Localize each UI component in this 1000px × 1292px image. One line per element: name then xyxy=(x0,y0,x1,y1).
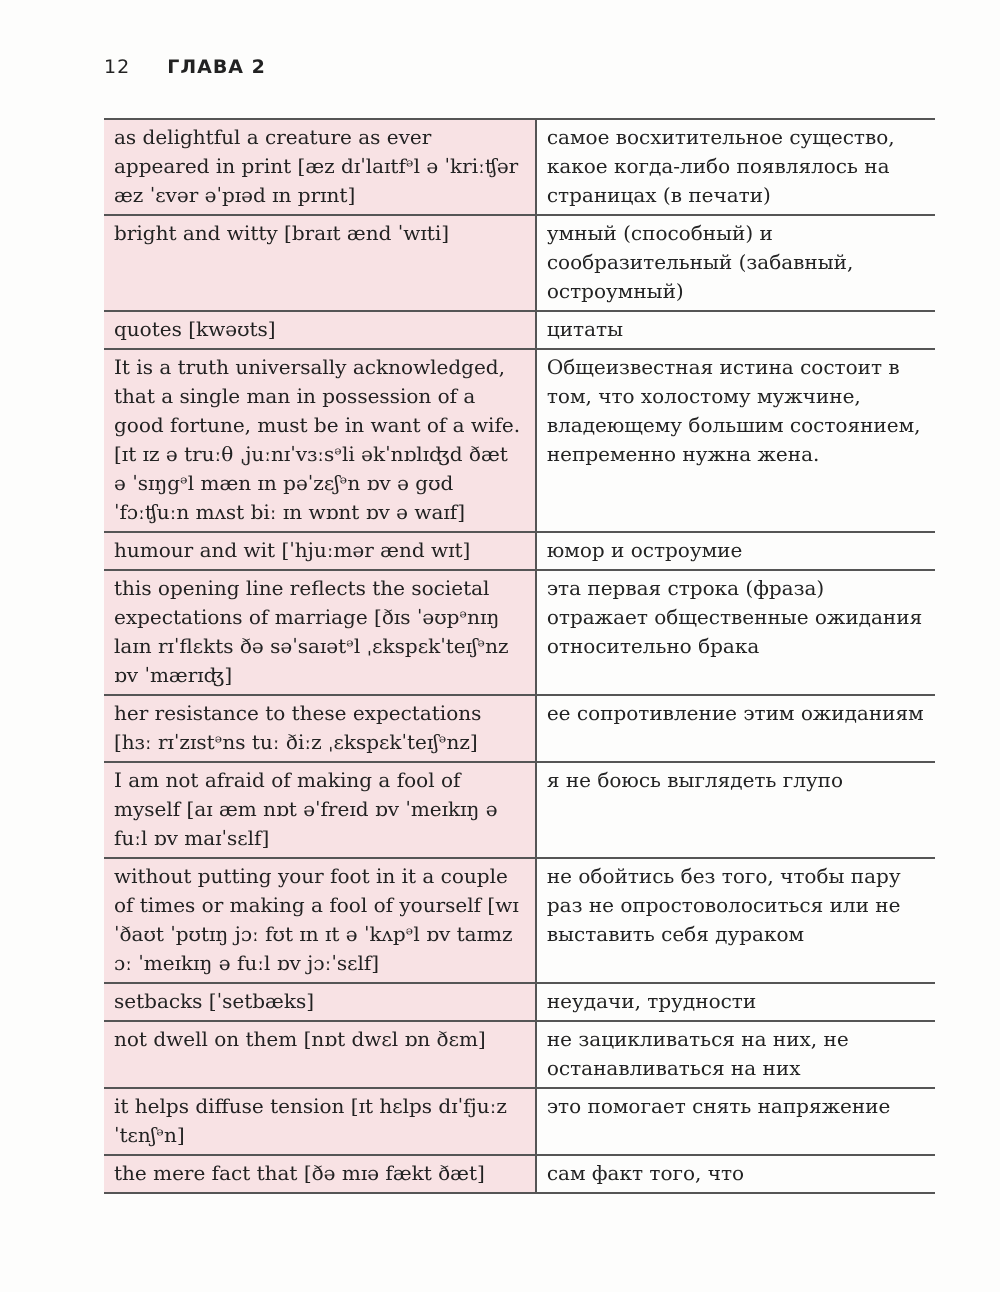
english-phrase: setbacks [ˈsetbæks] xyxy=(104,983,536,1021)
english-phrase: without putting your foot in it a couple of times or making a fool of yourself [wɪˈðaʊt ˈpʊtɪŋ jɔː fʊt ɪn ɪt ə ˈkʌpᵊl ɒv taɪmz ɔː ˈmeɪkɪŋ ə fuːl ɒv jɔːˈsɛlf] xyxy=(104,858,536,983)
russian-translation: юмор и остроумие xyxy=(536,532,935,570)
english-phrase: her resistance to these expectations [hɜː rɪˈzɪstᵊns tuː ðiːz ˌɛkspɛkˈteɪʃᵊnz] xyxy=(104,695,536,762)
table-row xyxy=(104,1155,935,1193)
russian-translation: неудачи, трудности xyxy=(536,983,935,1021)
russian-translation: эта первая строка (фраза) отражает общественные ожидания относительно брака xyxy=(536,570,935,695)
table-row xyxy=(104,695,935,762)
english-phrase: bright and witty [braɪt ænd ˈwɪti] xyxy=(104,215,536,311)
table-row xyxy=(104,983,935,1021)
table-row xyxy=(104,215,935,311)
table-row xyxy=(104,858,935,983)
english-phrase: humour and wit [ˈhjuːmər ænd wɪt] xyxy=(104,532,536,570)
table-row xyxy=(104,570,935,695)
english-phrase: It is a truth universally acknowledged, that a single man in possession of a good fortune, must be in want of a wife. [ɪt ɪz ə truːθ ˌjuːnɪˈvɜːsᵊli əkˈnɒlɪʤd ðæt ə ˈsɪŋgᵊl mæn ɪn pəˈzɛʃᵊn ɒv ə gʊd ˈfɔːʧuːn mʌst biː ɪn wɒnt ɒv ə waɪf] xyxy=(104,349,536,532)
russian-translation: цитаты xyxy=(536,311,935,349)
english-phrase: as delightful a creature as ever appeared in print [æz dɪˈlaɪtfᵊl ə ˈkriːʧər æz ˈɛvər əˈpɪəd ɪn prɪnt] xyxy=(104,119,536,215)
english-phrase: the mere fact that [ðə mɪə fækt ðæt] xyxy=(104,1155,536,1193)
russian-translation: сам факт того, что xyxy=(536,1155,935,1193)
russian-translation: ее сопротивление этим ожиданиям xyxy=(536,695,935,762)
english-phrase: it helps diffuse tension [ɪt hɛlps dɪˈfjuːz ˈtɛnʃᵊn] xyxy=(104,1088,536,1155)
russian-translation: не зацикливаться на них, не останавливаться на них xyxy=(536,1021,935,1088)
russian-translation: это помогает снять напряжение xyxy=(536,1088,935,1155)
chapter-title: ГЛАВА 2 xyxy=(167,56,266,78)
russian-translation: я не боюсь выглядеть глупо xyxy=(536,762,935,858)
russian-translation: не обойтись без того, чтобы пару раз не опростоволоситься или не выставить себя дураком xyxy=(536,858,935,983)
english-phrase: this opening line reflects the societal expectations of marriage [ðɪs ˈəʊpᵊnɪŋ laɪn rɪˈflɛkts ðə səˈsaɪətᵊl ˌɛkspɛkˈteɪʃᵊnz ɒv ˈmærɪʤ] xyxy=(104,570,536,695)
table-row xyxy=(104,119,935,215)
russian-translation: умный (способный) и сообразительный (забавный, остроумный) xyxy=(536,215,935,311)
vocabulary-table xyxy=(104,118,935,1194)
russian-translation: Общеизвестная истина состоит в том, что холостому мужчине, владеющему большим состоянием, непременно нужна жена. xyxy=(536,349,935,532)
page-header xyxy=(104,56,266,78)
english-phrase: quotes [kwəʊts] xyxy=(104,311,536,349)
table-row xyxy=(104,762,935,858)
english-phrase: I am not afraid of making a fool of myself [aɪ æm nɒt əˈfreɪd ɒv ˈmeɪkɪŋ ə fuːl ɒv maɪˈsɛlf] xyxy=(104,762,536,858)
table-row xyxy=(104,1088,935,1155)
english-phrase: not dwell on them [nɒt dwɛl ɒn ðɛm] xyxy=(104,1021,536,1088)
table-row xyxy=(104,532,935,570)
russian-translation: самое восхитительное существо, какое когда-либо появлялось на страницах (в печати) xyxy=(536,119,935,215)
table-row xyxy=(104,1021,935,1088)
table-row xyxy=(104,311,935,349)
page-number: 12 xyxy=(104,56,131,78)
table-row xyxy=(104,349,935,532)
